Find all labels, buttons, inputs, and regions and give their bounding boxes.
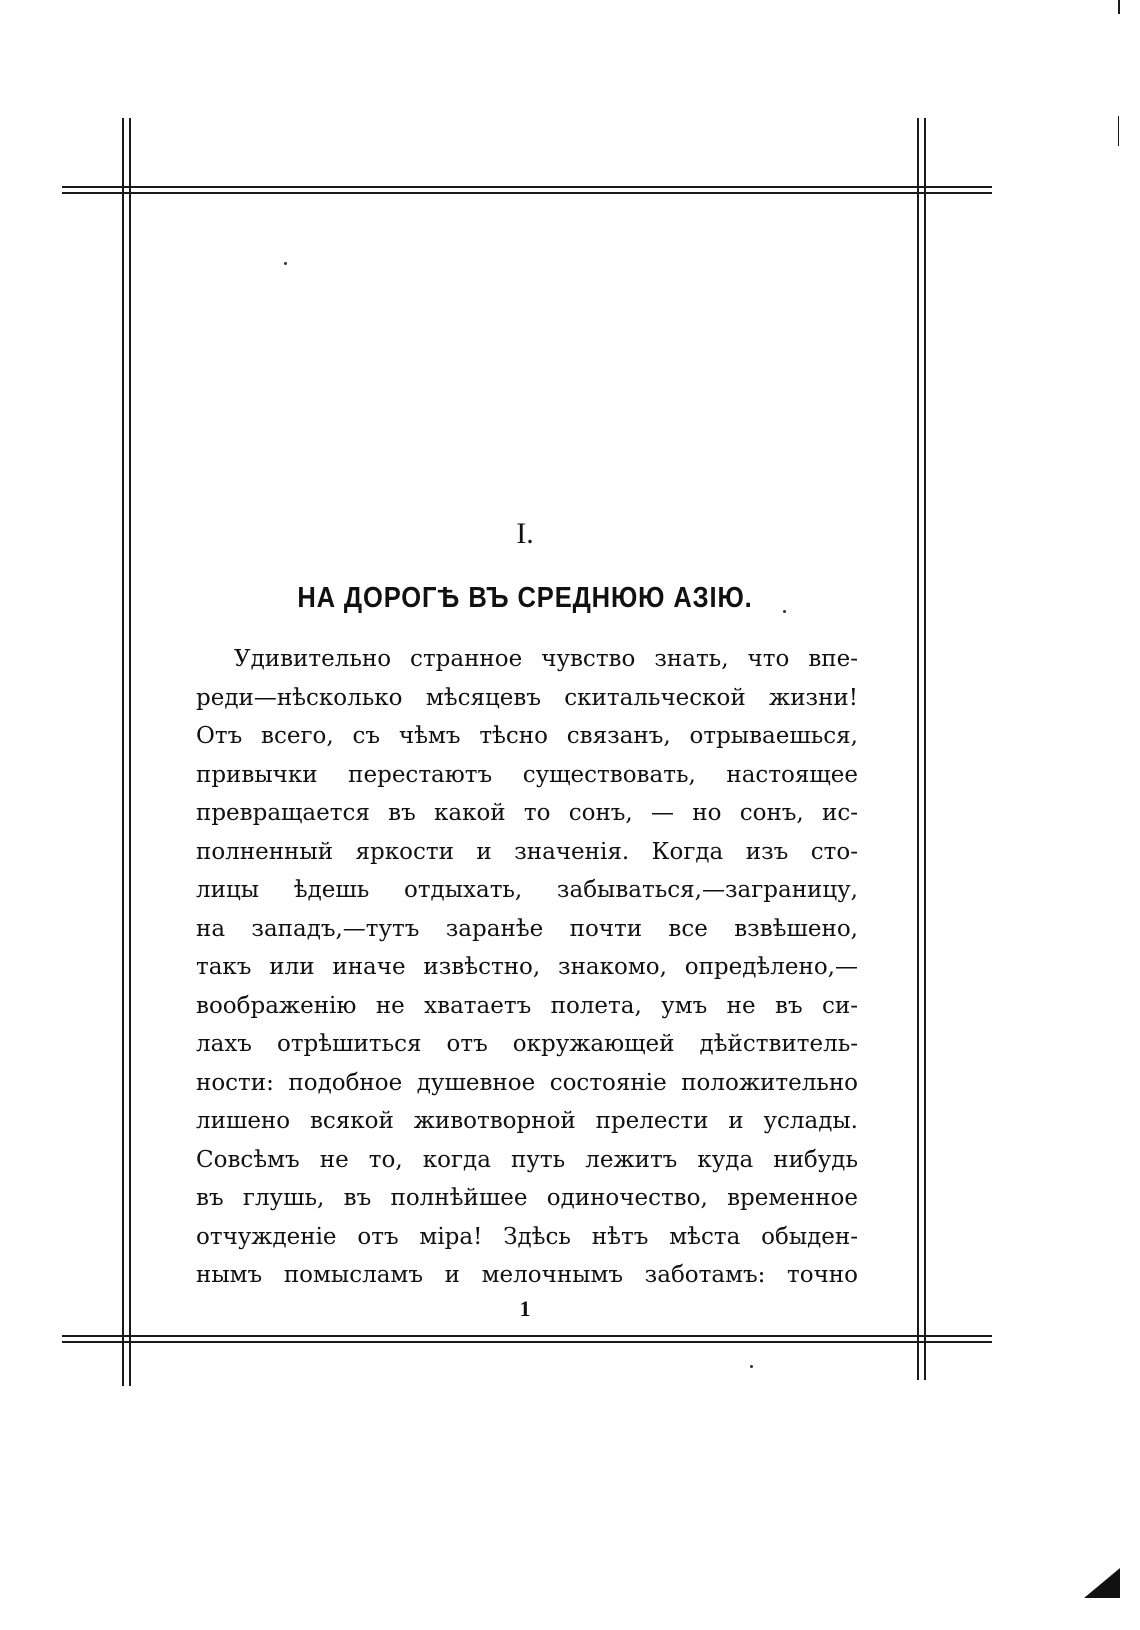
text-line: лишено всякой животворной прелести и услады. bbox=[196, 1108, 858, 1134]
text-line: Совсѣмъ не то, когда путь лежитъ куда нибудь bbox=[196, 1146, 858, 1173]
text-line: на западъ,—тутъ заранѣе почти все взвѣшено, bbox=[196, 915, 858, 942]
text-line: лахъ отрѣшиться отъ окружающей дѣйствитель- bbox=[196, 1031, 858, 1057]
text-line: Отъ всего, съ чѣмъ тѣсно связанъ, отрываешься, bbox=[196, 723, 858, 749]
text-line: привычки перестаютъ существовать, настоящее bbox=[196, 761, 858, 788]
page-number: 1 bbox=[519, 1296, 531, 1321]
text-line: реди—нѣсколько мѣсяцевъ скитальческой жизни! bbox=[196, 684, 858, 711]
page-corner-mark bbox=[1084, 1568, 1120, 1598]
text-line: отчужденіе отъ міра! Здѣсь нѣтъ мѣста обыден- bbox=[196, 1223, 858, 1250]
frame-right-inner-rule bbox=[917, 118, 919, 1380]
chapter-number: I. bbox=[516, 517, 534, 550]
frame-bottom-inner-rule bbox=[62, 1341, 992, 1343]
frame-left-inner-rule bbox=[129, 118, 131, 1386]
text-line: ности: подобное душевное состояніе положительно bbox=[196, 1069, 858, 1096]
ink-speck bbox=[750, 1365, 753, 1368]
frame-right-outer-rule bbox=[924, 118, 926, 1380]
body-text bbox=[196, 640, 858, 1295]
text-line: превращается въ какой то сонъ, — но сонъ, ис- bbox=[196, 800, 858, 826]
edge-mark bbox=[1118, 116, 1119, 146]
edge-mark bbox=[1118, 0, 1120, 14]
chapter-title: НА ДОРОГѢ ВЪ СРЕДНЮЮ АЗІЮ. bbox=[297, 582, 753, 614]
text-line: воображенію не хватаетъ полета, умъ не въ си- bbox=[196, 992, 858, 1019]
frame-top-outer-rule bbox=[62, 186, 992, 188]
frame-bottom-outer-rule bbox=[62, 1335, 992, 1337]
frame-left-outer-rule bbox=[122, 118, 124, 1386]
text-line: такъ или иначе извѣстно, знакомо, опредѣлено,— bbox=[196, 954, 858, 980]
text-line: въ глушь, въ полнѣйшее одиночество, временное bbox=[196, 1185, 858, 1211]
text-line: полненный яркости и значенія. Когда изъ сто- bbox=[196, 838, 858, 865]
text-line: лицы ѣдешь отдыхать, забываться,—заграницу, bbox=[196, 877, 858, 903]
frame-top-inner-rule bbox=[62, 192, 992, 194]
text-line: Удивительно странное чувство знать, что впе- bbox=[234, 646, 858, 672]
text-line: нымъ помысламъ и мелочнымъ заботамъ: точно bbox=[196, 1262, 858, 1288]
ink-speck bbox=[284, 262, 287, 265]
